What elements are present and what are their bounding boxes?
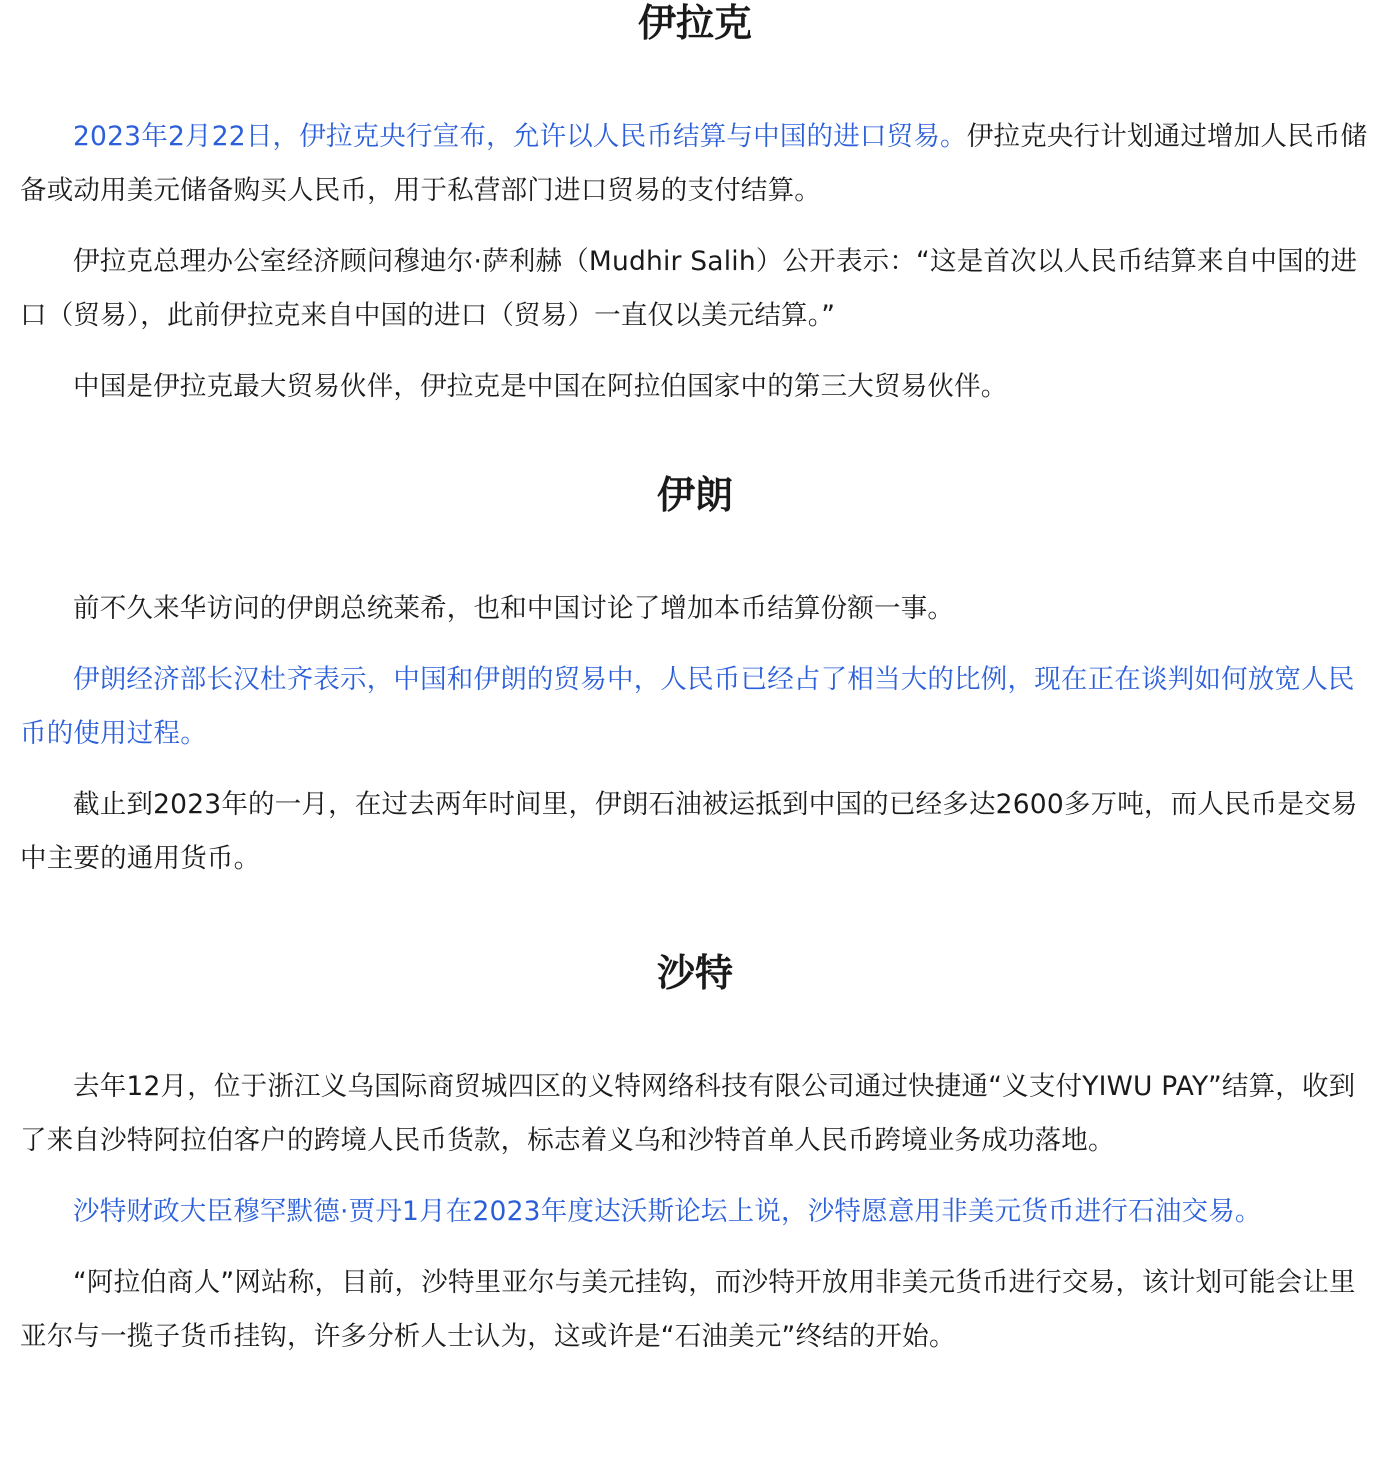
paragraph (20, 778, 1370, 886)
highlighted-text: 沙特财政大臣穆罕默德·贾丹1月在2023年度达沃斯论坛上说，沙特愿意用非美元货币进行石油交易。 (73, 1196, 1262, 1227)
paragraph-text: “阿拉伯商人”网站称，目前，沙特里亚尔与美元挂钩，而沙特开放用非美元货币进行交易，该计划可能会让里亚尔与一揽子货币挂钩，许多分析人士认为，这或许是“石油美元”终结的开始。 (20, 1267, 1356, 1352)
paragraph (20, 653, 1370, 761)
paragraph (20, 582, 1370, 636)
paragraph (20, 1185, 1370, 1239)
highlighted-text: 2023年2月22日，伊拉克央行宣布，允许以人民币结算与中国的进口贸易。 (73, 121, 967, 152)
section-body-saudi (20, 1060, 1370, 1364)
paragraph (20, 360, 1370, 414)
paragraph-text: 中国是伊拉克最大贸易伙伴，伊拉克是中国在阿拉伯国家中的第三大贸易伙伴。 (73, 371, 1008, 402)
section-body-iran (20, 582, 1370, 886)
paragraph-text: 伊拉克央行计划通过增加人民币储备或动用美元储备购买人民币，用于私营部门进口贸易的支付结算。 (20, 121, 1368, 206)
section-title-iraq: 伊拉克 (637, 1, 752, 45)
section-title-iran: 伊朗 (656, 473, 733, 517)
paragraph (20, 235, 1370, 343)
paragraph-text: 伊拉克总理办公室经济顾问穆迪尔·萨利赫（Mudhir Salih）公开表示：“这是首次以人民币结算来自中国的进口（贸易），此前伊拉克来自中国的进口（贸易）一直仅以美元结算。” (20, 246, 1358, 331)
highlighted-text: 伊朗经济部长汉杜齐表示，中国和伊朗的贸易中，人民币已经占了相当大的比例，现在正在谈判如何放宽人民币的使用过程。 (20, 664, 1355, 749)
paragraph (20, 1256, 1370, 1364)
paragraph-text: 前不久来华访问的伊朗总统莱希，也和中国讨论了增加本币结算份额一事。 (73, 593, 955, 624)
paragraph-text: 截止到2023年的一月，在过去两年时间里，伊朗石油被运抵到中国的已经多达2600多万吨，而人民币是交易中主要的通用货币。 (20, 789, 1358, 874)
paragraph (20, 1060, 1370, 1168)
paragraph (20, 110, 1370, 218)
section-title-saudi: 沙特 (656, 951, 733, 995)
section-body-iraq (20, 110, 1370, 414)
paragraph-text: 去年12月，位于浙江义乌国际商贸城四区的义特网络科技有限公司通过快捷通“义支付YIWU PAY”结算，收到了来自沙特阿拉伯客户的跨境人民币货款，标志着义乌和沙特首单人民币跨境业务成功落地。 (20, 1071, 1356, 1156)
